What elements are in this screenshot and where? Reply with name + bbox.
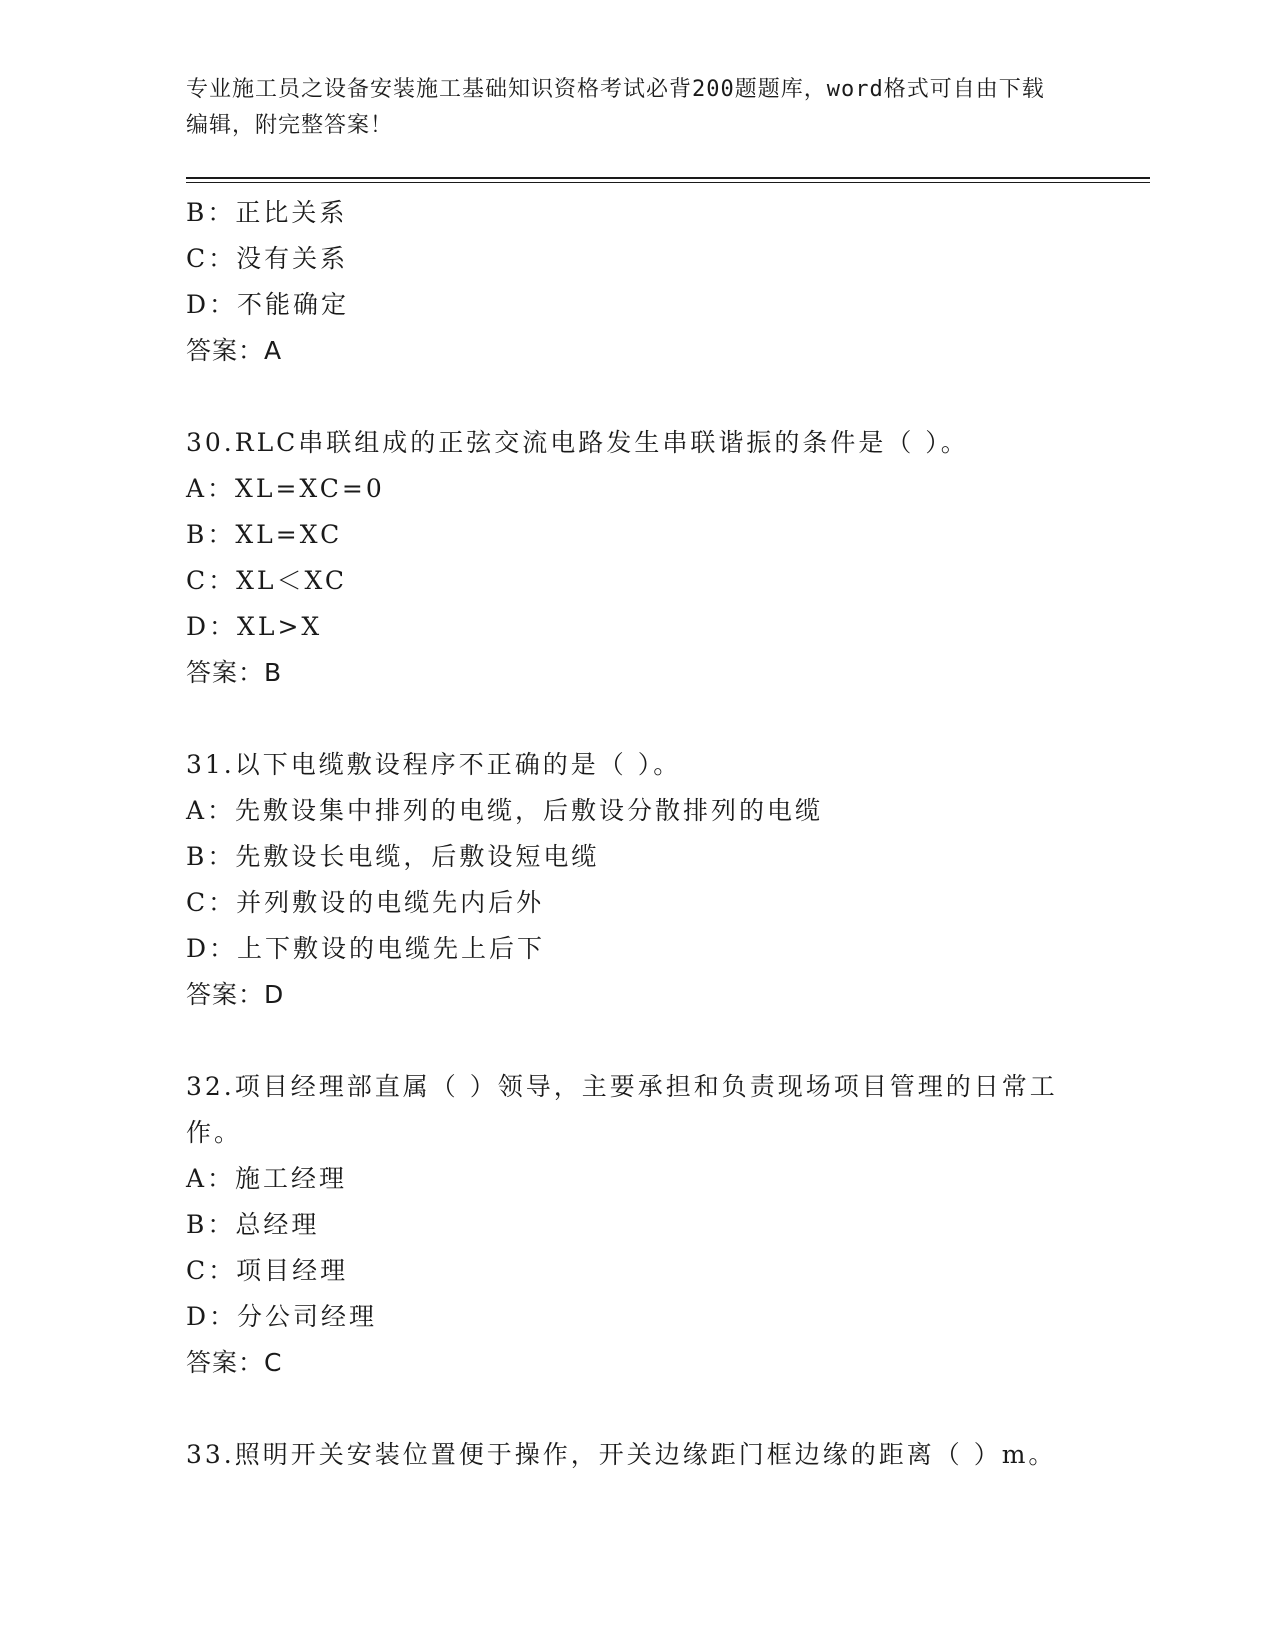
option-b: B：正比关系 — [186, 198, 348, 227]
option-d: D：XL>X — [186, 612, 323, 641]
document-header: 专业施工员之设备安装施工基础知识资格考试必背200题题库，word格式可自由下载编辑，附完整答案！ — [186, 77, 1045, 138]
question-32 — [186, 1064, 1086, 1386]
question-text: 31.以下电缆敷设程序不正确的是（ ）。 — [186, 750, 682, 779]
question-text: 30.RLC串联组成的正弦交流电路发生串联谐振的条件是（ ）。 — [186, 428, 969, 457]
document-content — [186, 190, 1086, 1478]
option-c: C：XL＜XC — [186, 566, 348, 595]
option-d: D：不能确定 — [186, 290, 350, 319]
option-d: D：分公司经理 — [186, 1302, 378, 1331]
question-text: 33.照明开关安装位置便于操作，开关边缘距门框边缘的距离（ ）m。 — [186, 1440, 1057, 1469]
option-c: C：项目经理 — [186, 1256, 349, 1285]
option-d: D：上下敷设的电缆先上后下 — [186, 934, 546, 963]
question-31 — [186, 742, 1086, 1018]
answer-line: 答案：A — [186, 336, 283, 365]
option-a: A：施工经理 — [186, 1164, 348, 1193]
option-c: C：没有关系 — [186, 244, 349, 273]
header-rule-thin — [186, 182, 1150, 183]
question-text: 32.项目经理部直属（ ）领导，主要承担和负责现场项目管理的日常工作。 — [186, 1072, 1058, 1147]
option-a: A：XL=XC=0 — [186, 474, 385, 503]
option-b: B：XL=XC — [186, 520, 343, 549]
option-b: B：先敷设长电缆，后敷设短电缆 — [186, 842, 600, 871]
spacer — [186, 374, 1086, 420]
option-a: A：先敷设集中排列的电缆，后敷设分散排列的电缆 — [186, 796, 824, 825]
spacer — [186, 696, 1086, 742]
option-b: B：总经理 — [186, 1210, 320, 1239]
answer-line: 答案：B — [186, 658, 283, 687]
answer-line: 答案：C — [186, 1348, 283, 1377]
spacer — [186, 1018, 1086, 1064]
spacer — [186, 1386, 1086, 1432]
answer-line: 答案：D — [186, 980, 285, 1009]
question-30 — [186, 420, 1086, 696]
question-33 — [186, 1432, 1086, 1478]
option-c: C：并列敷设的电缆先内后外 — [186, 888, 545, 917]
question-29-tail — [186, 190, 1086, 374]
header-rule-thick — [186, 177, 1150, 179]
